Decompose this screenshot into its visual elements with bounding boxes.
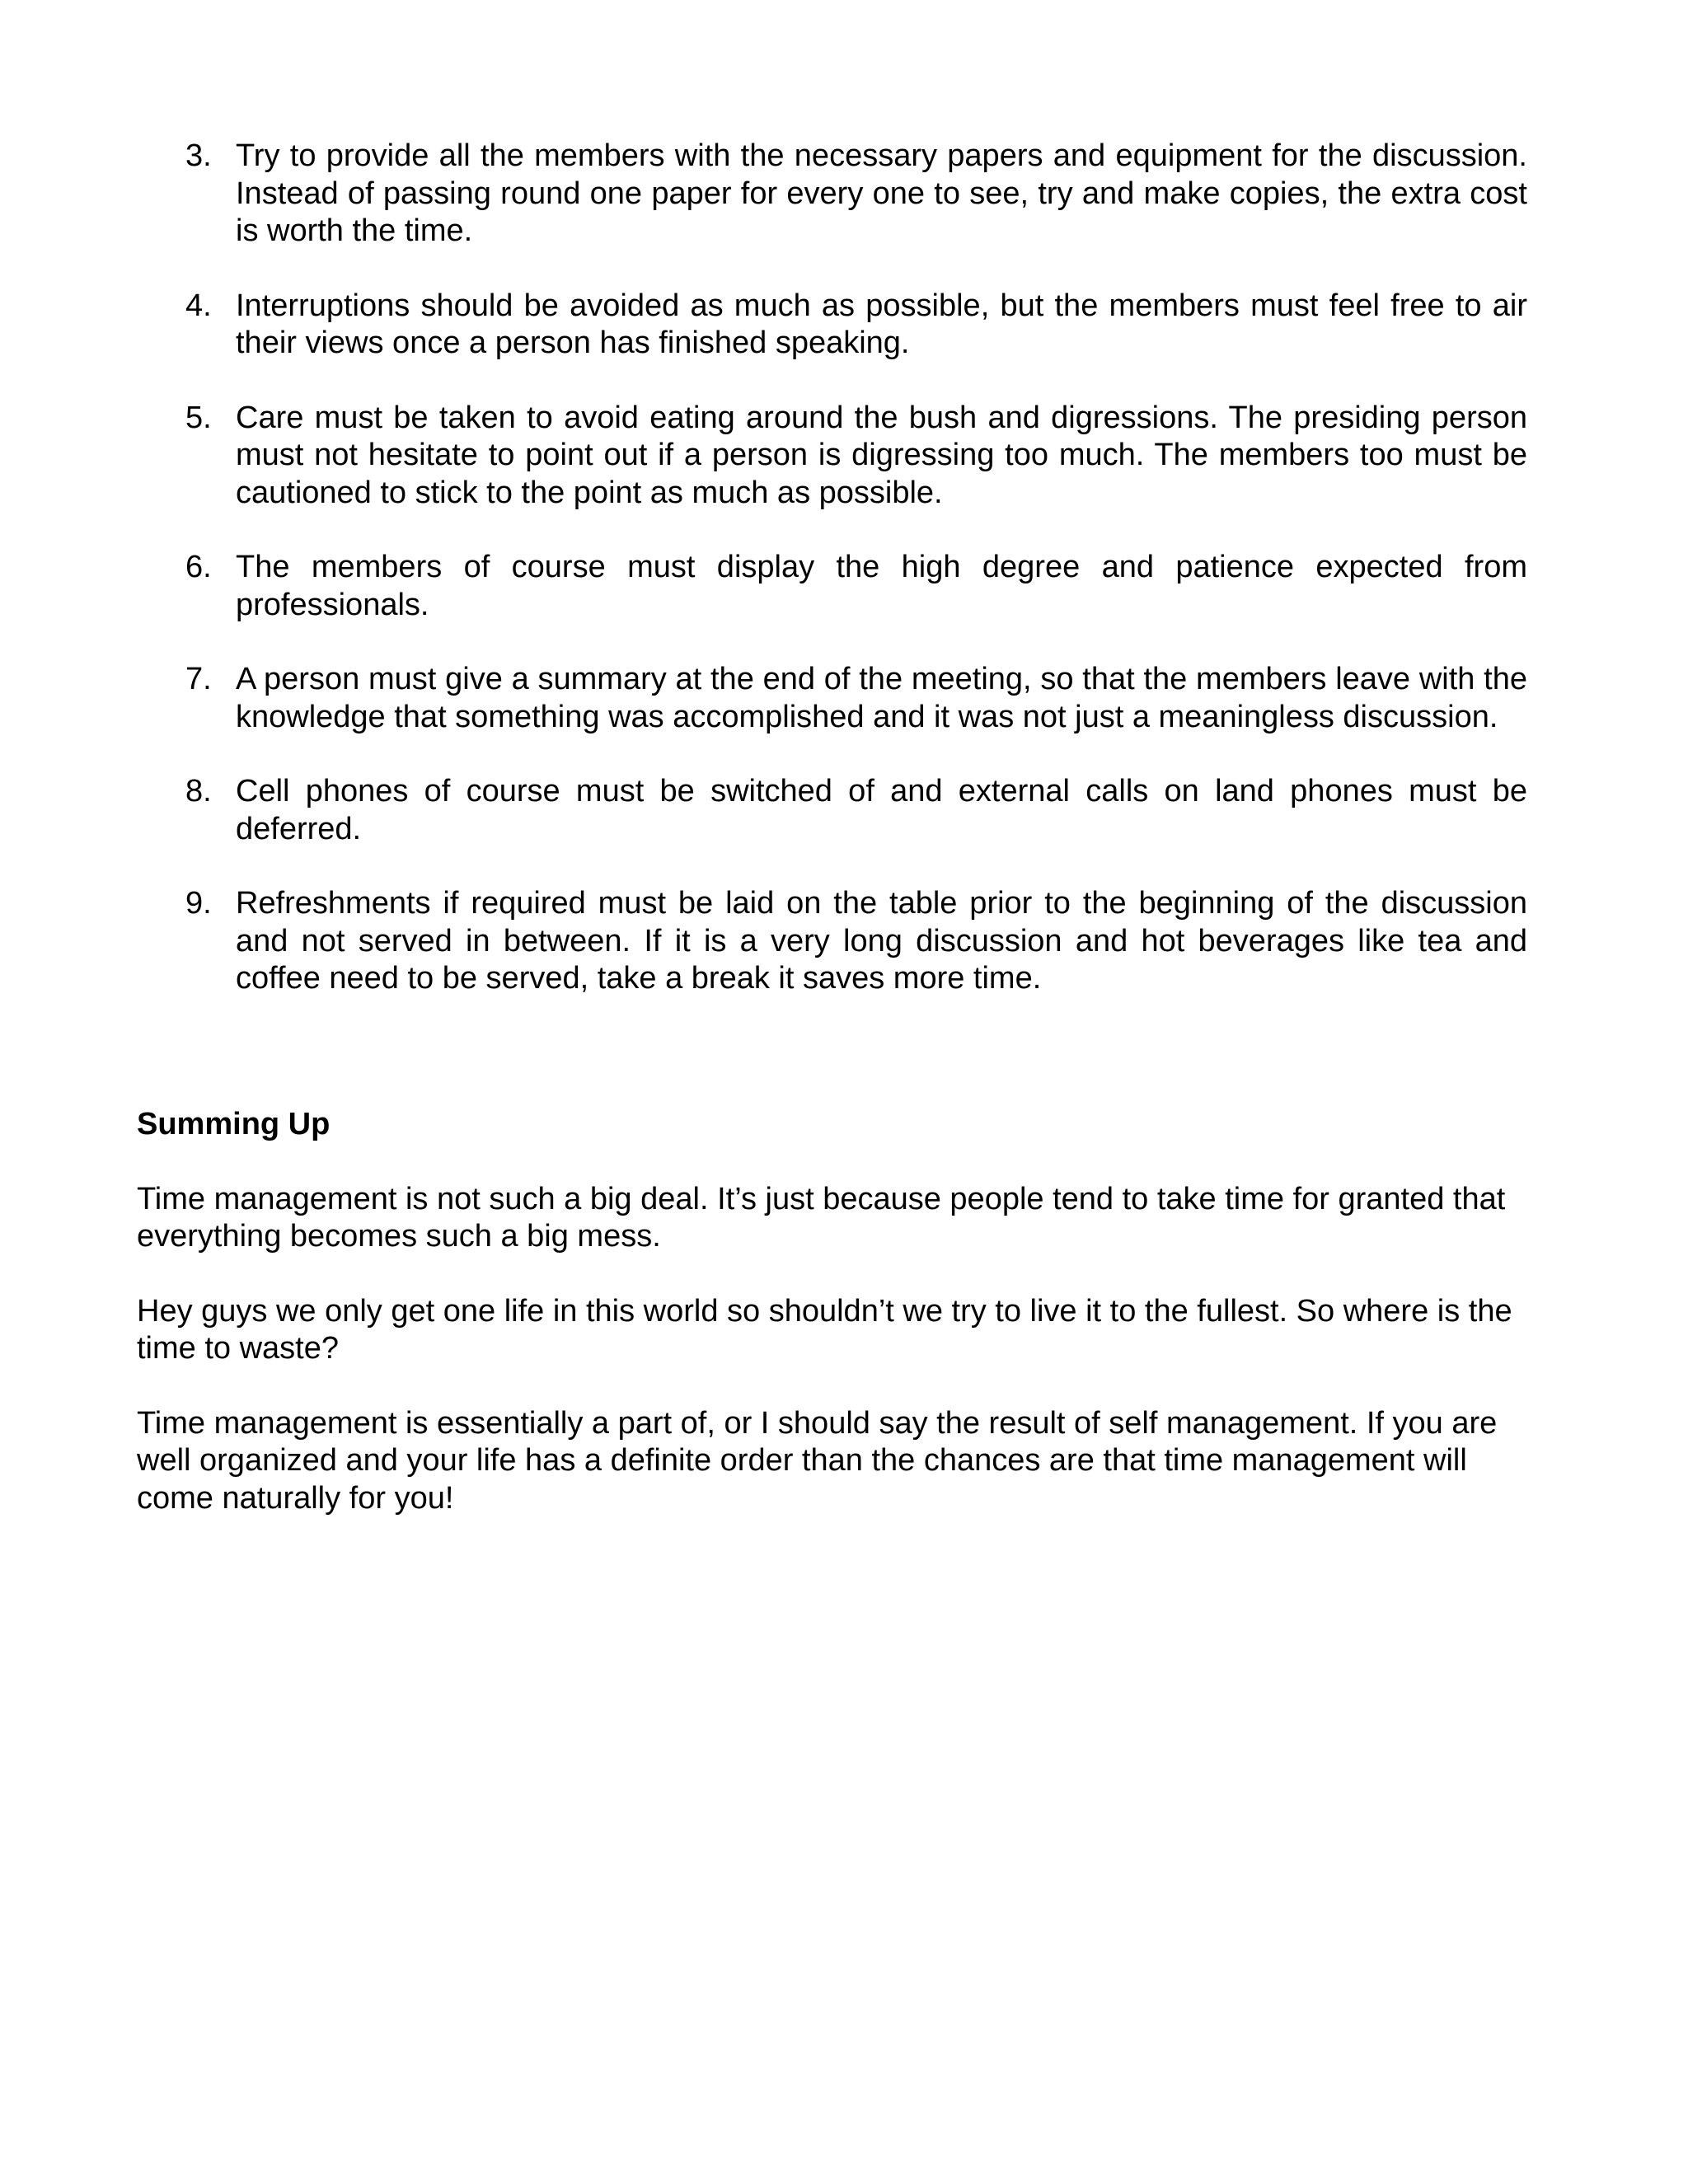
list-item-number: 7. <box>185 662 212 696</box>
list-item-number: 3. <box>185 138 212 173</box>
list-item <box>0 138 1688 251</box>
paragraph: Time management is not such a big deal. It’s just because people tend to take time for granted that everything becomes such a big mess. <box>137 1181 1506 1254</box>
list-item <box>0 885 1688 998</box>
list-item-number: 6. <box>185 550 212 584</box>
list-item-number: 8. <box>185 774 212 808</box>
summary-section <box>137 1106 1527 1554</box>
list-item-number: 9. <box>185 886 212 921</box>
list-item-number: 4. <box>185 288 212 323</box>
list-item <box>0 288 1688 363</box>
list-item-number: 5. <box>185 400 212 435</box>
paragraph: Time management is essentially a part of, or I should say the result of self management. If you are well organized and your life has a definite order than the chances are that time management will come naturally for you! <box>137 1405 1498 1516</box>
section-heading: Summing Up <box>137 1107 331 1141</box>
list-item-text: Refreshments if required must be laid on the table prior to the beginning of the discussion and not served in between. If it is a very long discussion and hot beverages like tea and coffee need to be served, take a break it saves more time. <box>236 886 1527 996</box>
list-item-text: Try to provide all the members with the necessary papers and equipment for the discussion. Instead of passing round one paper for every one to see, try and make copies, the extra cost is worth the time. <box>236 138 1527 248</box>
list-item-text: Care must be taken to avoid eating around the bush and digressions. The presiding person must not hesitate to point out if a person is digressing too much. The members too must be cautioned to stick to the point as much as possible. <box>236 400 1527 510</box>
list-item <box>0 549 1688 624</box>
list-item-text: The members of course must display the high degree and patience expected from professionals. <box>236 550 1527 622</box>
list-item <box>0 400 1688 513</box>
list-item-text: Interruptions should be avoided as much as possible, but the members must feel free to air their views once a person has finished speaking. <box>236 288 1527 360</box>
paragraph: Hey guys we only get one life in this world so shouldn’t we try to live it to the fullest. So where is the time to waste? <box>137 1293 1512 1366</box>
guidelines-list <box>0 138 1688 1035</box>
list-item <box>0 773 1688 848</box>
list-item-text: A person must give a summary at the end of the meeting, so that the members leave with the knowledge that something was accomplished and it was not just a meaningless discussion. <box>236 662 1527 734</box>
list-item <box>0 661 1688 736</box>
list-item-text: Cell phones of course must be switched of and external calls on land phones must be deferred. <box>236 774 1527 846</box>
